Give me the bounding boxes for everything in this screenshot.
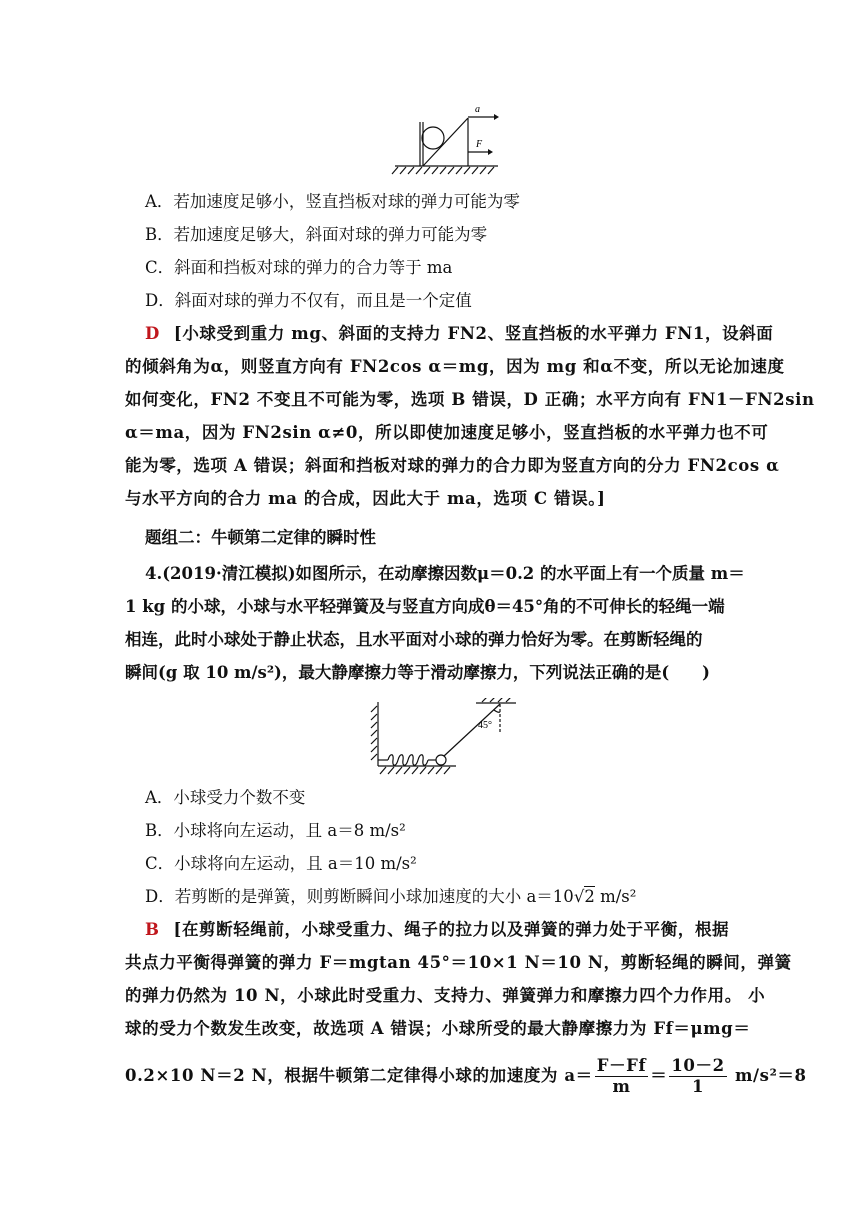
label-a: a bbox=[475, 104, 480, 115]
q4-explanation-line-4: 球的受力个数发生改变，故选项 A 错误；小球所受的最大静摩擦力为 Ff＝μmg＝ bbox=[125, 1019, 751, 1038]
fraction-formula: $\frac{F-Ff}{m}$ bbox=[596, 1056, 647, 1096]
spring-rope-figure bbox=[368, 698, 520, 776]
q3-option-c: C．斜面和挡板对球的弹力的合力等于 ma bbox=[145, 258, 453, 277]
q4-stem-line-1: 4.(2019·清江模拟)如图所示，在动摩擦因数μ＝0.2 的水平面上有一个质量 m＝ bbox=[145, 564, 745, 583]
q4-answer-letter: B bbox=[145, 920, 160, 939]
q4-stem-line-3: 相连，此时小球处于静止状态，且水平面对小球的弹力恰好为零。在剪断轻绳的 bbox=[125, 630, 703, 649]
q4-option-d: D．若剪断的是弹簧，则剪断瞬间小球加速度的大小 a＝10√2 m/s² bbox=[145, 887, 637, 906]
sqrt-radicand: 2 bbox=[584, 887, 595, 906]
incline-ball-figure bbox=[390, 100, 500, 175]
q3-option-b: B．若加速度足够大，斜面对球的弹力可能为零 bbox=[145, 225, 488, 244]
q3-answer-letter: D bbox=[145, 324, 160, 343]
q3-explanation-line-6: 与水平方向的合力 ma 的合成，因此大于 ma，选项 C 错误。] bbox=[125, 489, 606, 508]
section-title: 题组二：牛顿第二定律的瞬时性 bbox=[145, 528, 376, 547]
q3-option-d: D．斜面对球的弹力不仅有，而且是一个定值 bbox=[145, 291, 472, 310]
q3-explanation-line-2: 的倾斜角为α，则竖直方向有 FN2cos α＝mg，因为 mg 和α不变，所以无论加速度 bbox=[125, 357, 785, 376]
q4-explanation-line-5: 0.2×10 N＝2 N，根据牛顿第二定律得小球的加速度为 a＝ $\frac{F-Ff}{m}$ ＝ $\frac{10-2}{1}$ m/s²＝8 bbox=[125, 1056, 807, 1096]
angle-label: 45° bbox=[478, 720, 492, 731]
label-F: F bbox=[476, 139, 483, 150]
q4-stem-line-2: 1 kg 的小球，小球与水平轻弹簧及与竖直方向成θ＝45°角的不可伸长的轻绳一端 bbox=[125, 597, 725, 616]
q3-option-a: A．若加速度足够小，竖直挡板对球的弹力可能为零 bbox=[145, 192, 520, 211]
q3-explanation-line-4: α＝ma，因为 FN2sin α≠0，所以即使加速度足够小，竖直挡板的水平弹力也不可 bbox=[125, 423, 769, 442]
q4-option-c: C．小球将向左运动，且 a＝10 m/s² bbox=[145, 854, 417, 873]
q4-explanation-line-2: 共点力平衡得弹簧的弹力 F＝mgtan 45°＝10×1 N＝10 N，剪断轻绳的瞬间，弹簧 bbox=[125, 953, 792, 972]
q4-explanation-line-3: 的弹力仍然为 10 N，小球此时受重力、支持力、弹簧弹力和摩擦力四个力作用。 小 bbox=[125, 986, 766, 1005]
q4-option-b: B．小球将向左运动，且 a＝8 m/s² bbox=[145, 821, 406, 840]
q4-explanation-line-1: B [在剪断轻绳前，小球受重力、绳子的拉力以及弹簧的弹力处于平衡，根据 bbox=[145, 920, 730, 939]
q3-explanation-line-3: 如何变化，FN2 不变且不可能为零，选项 B 错误，D 正确；水平方向有 FN1－FN2sin bbox=[125, 390, 815, 409]
q3-explanation-line-1: D [小球受到重力 mg、斜面的支持力 FN2、竖直挡板的水平弹力 FN1，设斜面 bbox=[145, 324, 774, 343]
fraction-numeric: $\frac{10-2}{1}$ bbox=[671, 1056, 725, 1096]
q4-option-a: A．小球受力个数不变 bbox=[145, 788, 306, 807]
q4-stem-line-4: 瞬间(g 取 10 m/s²)，最大静摩擦力等于滑动摩擦力，下列说法正确的是( ) bbox=[125, 663, 710, 682]
q3-explanation-line-5: 能为零，选项 A 错误；斜面和挡板对球的弹力的合力即为竖直方向的分力 FN2cos α bbox=[125, 456, 780, 475]
